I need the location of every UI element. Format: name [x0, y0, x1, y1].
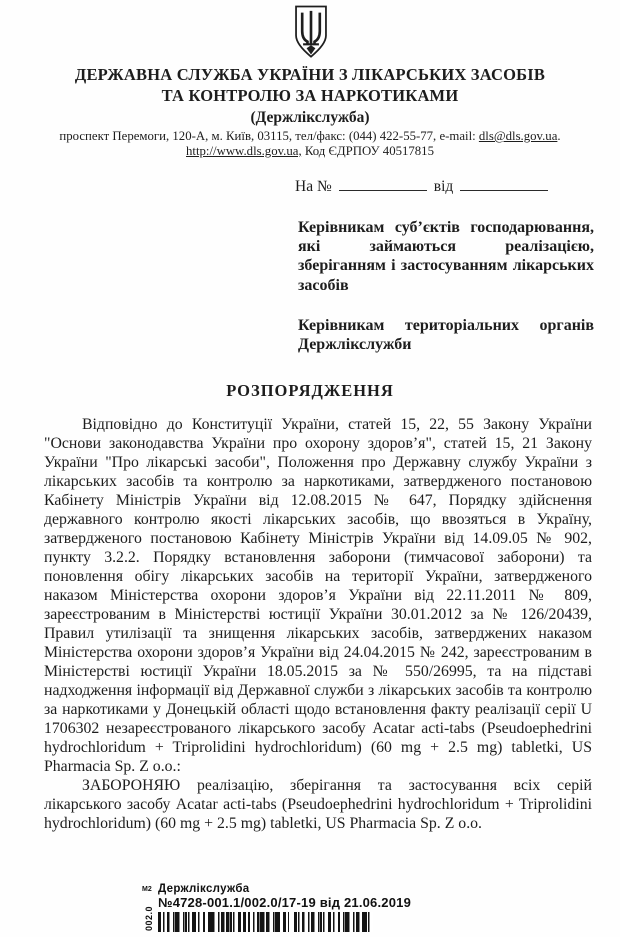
- stamp-side-code: 002.0: [144, 905, 154, 931]
- addressee-item: Керівникам суб’єктів господарювання, які займаються реалізацією, зберіганням і застосуванням лікарських засобів: [298, 219, 594, 294]
- ref-na-label: На №: [295, 178, 332, 195]
- document-title: РОЗПОРЯДЖЕННЯ: [226, 381, 394, 401]
- org-address: [0, 129, 620, 158]
- edrpou-code: Код ЄДРПОУ 40517815: [301, 143, 434, 158]
- document-body: [44, 415, 592, 833]
- barcode: [158, 912, 373, 932]
- registration-stamp: [142, 883, 411, 932]
- org-name-line1: ДЕРЖАВНА СЛУЖБА УКРАЇНИ З ЛІКАРСЬКИХ ЗАСОБІВ: [74, 65, 546, 84]
- body-paragraph: ЗАБОРОНЯЮ реалізацію, зберігання та застосування всіх серій лікарського засобу Acatar acti-tabs (Pseudoephedrini hydrochloridum + Triprolidini hydrochloridum) (60 mg + 2.5 mg) tabletki, US Pharmacia Sp. Z o.o.: [44, 777, 592, 833]
- stamp-registration-number: №4728-001.1/002.0/17-19 від 21.06.2019: [158, 895, 412, 910]
- addressee-block: [298, 218, 594, 354]
- stamp-org-name: Держлікслужба: [158, 883, 250, 895]
- address-line1: [0, 129, 620, 144]
- stamp-m2-code: М2: [142, 886, 152, 893]
- address-period: .: [557, 129, 561, 143]
- ref-date-blank: [460, 175, 548, 191]
- org-name-line2: ТА КОНТРОЛЮ ЗА НАРКОТИКАМИ: [161, 86, 459, 105]
- address-text: проспект Перемоги, 120-А, м. Київ, 03115, тел/факс: (044) 422-55-77, e-mail:: [59, 129, 479, 143]
- ref-number-blank: [339, 175, 427, 191]
- org-short-name: (Держлікслужба): [250, 109, 370, 126]
- email-link-text: dls@dls.gov.ua: [478, 129, 558, 143]
- addressee-item: Керівникам територіальних органів Держлікслужби: [298, 316, 594, 354]
- address-line2: [0, 144, 620, 159]
- ukraine-trident-emblem: [289, 3, 333, 61]
- body-paragraph: Відповідно до Конституції України, статей 15, 22, 55 Закону України "Основи законодавства України про охорону здоров’я", статей 15, 21 Закону України "Про лікарські засоби", Положення про Державну службу України з лікарських засобів та контролю за наркотиками, затвердженого постановою Кабінету Міністрів України від 12.08.2015 № 647, Порядку здійснення державного контролю якості лікарських засобів, що ввозяться в Україну, затвердженого постановою Кабінету Міністрів України від 14.09.05 № 902, пункту 3.2.2. Порядку встановлення заборони (тимчасової заборони) та поновлення обігу лікарських засобів на території України, затвердженого наказом Міністерства охорони здоров’я України від 22.11.2011 № 809, зареєстрованим в Міністерстві юстиції України 30.01.2012 за № 126/20439, Правил утилізації та знищення лікарських засобів, затверджених наказом Міністерства охорони здоров’я України від 24.04.2015 № 242, зареєстрованим в Міністерстві юстиції України 18.05.2015 за № 550/26995, та на підставі надходження інформації від Державної служби з лікарських засобів та контролю за наркотиками у Донецькій області щодо встановлення факту реалізації серії U 1706302 незареєстрованого лікарського засобу Acatar acti-tabs (Pseudoephedrini hydrochloridum + Triprolidini hydrochloridum) (60 mg + 2.5 mg) tabletki, US Pharmacia Sp. Z o.o.:: [44, 416, 592, 776]
- reference-line: [295, 175, 620, 196]
- website-link-text: http://www.dls.gov.ua,: [186, 143, 302, 158]
- ref-vid-label: від: [433, 178, 454, 195]
